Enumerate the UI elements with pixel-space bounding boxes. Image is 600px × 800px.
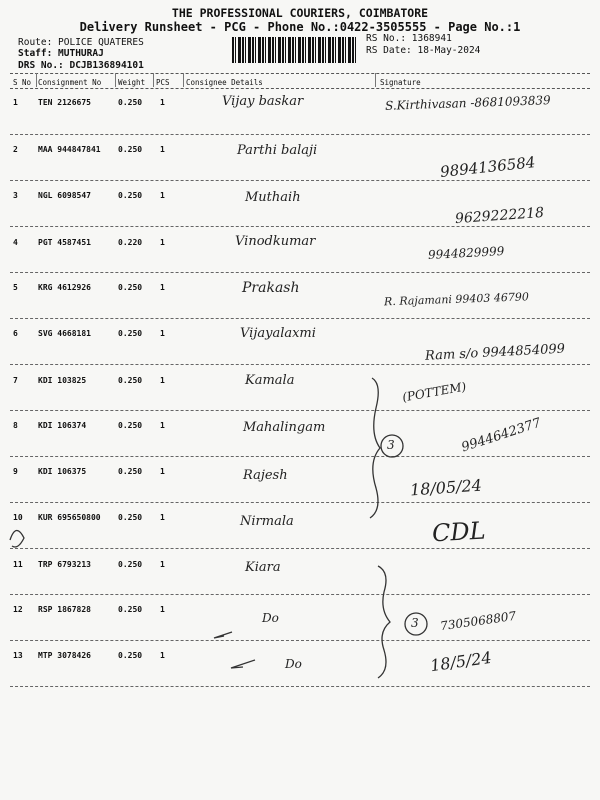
row-consignment: NGL 6098547: [38, 191, 91, 200]
row-pcs: 1: [160, 238, 165, 247]
col-header-sno: S No: [13, 78, 32, 87]
circled-count-label: 3: [411, 616, 419, 630]
row-weight: 0.250: [118, 98, 143, 107]
row-consignment: TEN 2126675: [38, 98, 91, 107]
row-consignee: Vijay baskar: [222, 94, 304, 109]
row-sno: 12: [13, 605, 23, 614]
row-signature: 7305068807: [439, 608, 517, 634]
row-pcs: 1: [160, 560, 165, 569]
row-weight: 0.250: [118, 651, 143, 660]
row-pcs: 1: [160, 191, 165, 200]
col-header-signature: Signature: [380, 78, 421, 87]
row-consignment: SVG 4668181: [38, 329, 91, 338]
row-consignee: Nirmala: [240, 514, 294, 529]
row-weight: 0.250: [118, 421, 143, 430]
row-sno: 5: [13, 283, 18, 292]
row-consignee: Kamala: [245, 373, 295, 388]
row-consignment: KRG 4612926: [38, 283, 91, 292]
row-pcs: 1: [160, 376, 165, 385]
row-sno: 10: [13, 513, 23, 522]
row-consignment: KDI 103825: [38, 376, 87, 385]
route-label: Route: POLICE QUATERES: [18, 37, 144, 48]
row-consignee: Parthi balaji: [237, 143, 318, 158]
row-consignment: RSP 1867828: [38, 605, 91, 614]
row-pcs: 1: [160, 605, 165, 614]
row-consignee: Vijayalaxmi: [240, 326, 316, 341]
row-pcs: 1: [160, 145, 165, 154]
col-header-consignee: Consignee Details: [186, 78, 263, 87]
row-pcs: 1: [160, 98, 165, 107]
row-weight: 0.250: [118, 283, 143, 292]
row-consignee: Vinodkumar: [235, 234, 316, 249]
row-consignment: KDI 106374: [38, 421, 87, 430]
col-header-pcs: PCS: [156, 78, 170, 87]
row-pcs: 1: [160, 467, 165, 476]
row-weight: 0.250: [118, 329, 143, 338]
row-consignee: Rajesh: [243, 468, 288, 483]
drs-number: DRS No.: DCJB136894101: [18, 60, 144, 71]
arrow-mark: [231, 660, 255, 668]
row-consignee: Mahalingam: [243, 420, 326, 435]
col-header-consignment: Consignment No: [38, 78, 102, 87]
circled-count-label: 3: [387, 438, 395, 452]
margin-scribble: [10, 530, 24, 547]
brace-mark: [378, 566, 390, 678]
row-pcs: 1: [160, 329, 165, 338]
row-sno: 8: [13, 421, 18, 430]
row-weight: 0.250: [118, 145, 143, 154]
row-consignment: PGT 4587451: [38, 238, 91, 247]
row-signature: 9944642377: [459, 415, 544, 456]
row-signature: 9894136584: [439, 153, 537, 181]
row-signature: 18/05/24: [409, 475, 483, 500]
row-sno: 1: [13, 98, 18, 107]
row-sno: 6: [13, 329, 18, 338]
row-pcs: 1: [160, 421, 165, 430]
rs-number: RS No.: 1368941: [366, 33, 452, 44]
rs-date: RS Date: 18-May-2024: [366, 45, 481, 56]
row-consignee: Do: [262, 611, 279, 625]
row-consignee: Prakash: [242, 280, 300, 296]
arrow-mark: [214, 632, 232, 638]
row-weight: 0.220: [118, 238, 143, 247]
row-sno: 13: [13, 651, 23, 660]
row-consignment: MTP 3078426: [38, 651, 91, 660]
row-pcs: 1: [160, 513, 165, 522]
row-sno: 11: [13, 560, 23, 569]
row-weight: 0.250: [118, 467, 143, 476]
row-signature: S.Kirthivasan -8681093839: [384, 93, 551, 113]
row-sno: 7: [13, 376, 18, 385]
row-sno: 3: [13, 191, 18, 200]
row-consignee: Kiara: [245, 560, 281, 575]
row-sno: 9: [13, 467, 18, 476]
row-signature: Ram s/o 9944854099: [424, 341, 566, 364]
row-signature: R. Rajamani 99403 46790: [383, 290, 530, 309]
row-sno: 4: [13, 238, 18, 247]
row-signature: CDL: [431, 516, 487, 548]
row-signature: 9629222218: [454, 204, 545, 228]
brace-mark: [370, 378, 380, 518]
row-signature: 9944829999: [427, 244, 505, 262]
runsheet-title: Delivery Runsheet - PCG - Phone No.:0422-3505555 - Page No.:1: [79, 20, 521, 34]
row-sno: 2: [13, 145, 18, 154]
row-pcs: 1: [160, 651, 165, 660]
row-consignment: MAA 944847841: [38, 145, 101, 154]
row-weight: 0.250: [118, 191, 143, 200]
row-weight: 0.250: [118, 560, 143, 569]
row-consignment: KDI 106375: [38, 467, 87, 476]
row-signature: 18/5/24: [428, 647, 493, 676]
row-consignee: Muthaih: [245, 190, 301, 205]
row-signature: (POTTEM): [401, 379, 468, 405]
row-consignee: Do: [285, 657, 302, 671]
row-pcs: 1: [160, 283, 165, 292]
col-header-weight: Weight: [118, 78, 146, 87]
staff-label: Staff: MUTHURAJ: [18, 48, 104, 59]
row-weight: 0.250: [118, 376, 143, 385]
row-consignment: KUR 695650800: [38, 513, 101, 522]
row-consignment: TRP 6793213: [38, 560, 91, 569]
row-weight: 0.250: [118, 513, 143, 522]
row-weight: 0.250: [118, 605, 143, 614]
company-title: THE PROFESSIONAL COURIERS, COIMBATORE: [171, 6, 429, 20]
